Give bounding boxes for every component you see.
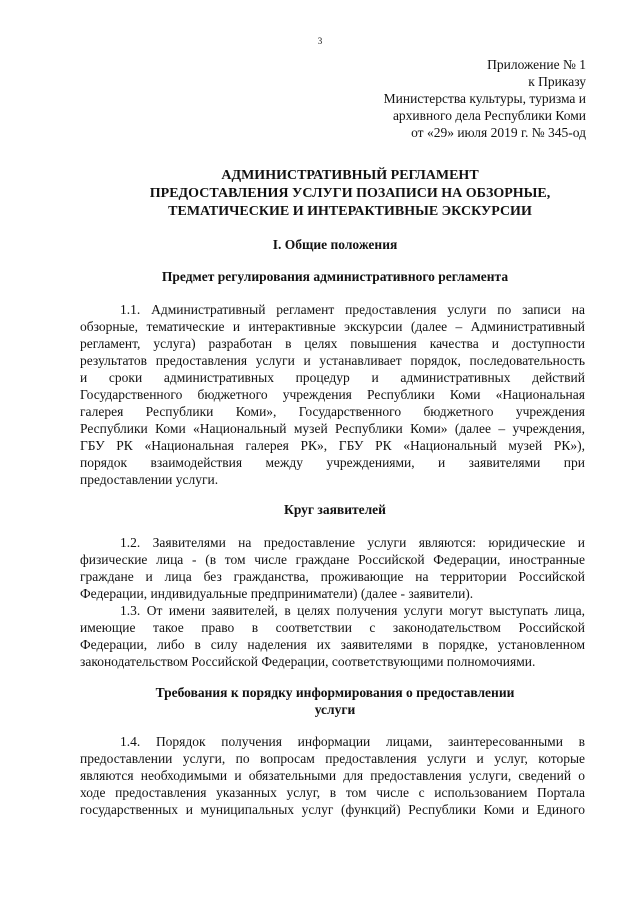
text-line: законодательством Российской Федерации, соответствующими полномочиями. (80, 654, 536, 669)
text-line: 1.2. Заявителями на предоставление услуги являются: юридические и (120, 535, 585, 550)
text-line: ГБУ РК «Национальная галерея РК», ГБУ РК «Национальный музей РК»), (80, 438, 585, 453)
text-line: обзорные, тематические и интерактивные экскурсии (далее – Административный (80, 319, 585, 334)
page-number: 3 (317, 36, 323, 46)
text-line: Федерации, либо в силу наделения их заявителями в порядке, установленном (80, 637, 585, 652)
annex-block (384, 56, 586, 141)
title-line: ПРЕДОСТАВЛЕНИЯ УСЛУГИ ПОЗАПИСИ НА ОБЗОРНЫЕ, (149, 186, 551, 201)
text-line: 1.4. Порядок получения информации лицами, заинтересованными в (120, 734, 585, 749)
text-line: 1.1. Административный регламент предоставления услуги по записи на (120, 302, 585, 317)
text-line: Республики Коми «Национальный музей Республики Коми» (далее – учреждения, (80, 421, 585, 436)
info-heading-line: Требования к порядку информирования о предоставлении (155, 685, 515, 700)
text-line: имеющие такое право в соответствии с законодательством Российской (80, 620, 585, 635)
text-line: Федерации, индивидуальные предприниматели) (далее - заявители). (80, 586, 474, 601)
text-line: результатов предоставления услуги и устанавливает порядок, последовательность (80, 353, 585, 368)
paragraph-1-4 (80, 733, 585, 818)
text-line: государственных и муниципальных услуг (функций) Республики Коми и Единого (80, 802, 585, 817)
annex-line: Приложение № 1 (487, 57, 586, 72)
subject-heading: Предмет регулирования административного регламента (161, 269, 509, 284)
text-line: регламент, услуга) разработан в целях повышения качества и доступности (80, 336, 585, 351)
applicants-heading: Круг заявителей (284, 502, 386, 517)
text-line: галерея Республики Коми», Государственного бюджетного учреждения (80, 404, 585, 419)
text-line: граждане и лица без гражданства, проживающие на территории Российской (80, 569, 585, 584)
text-line: Государственного бюджетного учреждения Республики Коми «Национальная (80, 387, 585, 402)
text-line: физические лица - (в том числе граждане Российской Федерации, иностранные (80, 552, 585, 567)
annex-line: архивного дела Республики Коми (392, 108, 586, 123)
annex-line: от «29» июля 2019 г. № 345-од (411, 125, 586, 140)
document-title (100, 167, 600, 221)
info-heading-line: услуги (314, 702, 356, 717)
paragraph-1-1 (80, 301, 585, 488)
paragraph-1-2 (80, 534, 585, 602)
text-line: 1.3. От имени заявителей, в целях получения услуги могут выступать лица, (120, 603, 585, 618)
text-line: и сроки административных процедур и административных действий (80, 370, 585, 385)
text-line: предоставлении услуги, по вопросам предоставления услуги и услуг, которые (80, 751, 585, 766)
text-line: предоставлении услуги. (80, 472, 219, 487)
title-line: АДМИНИСТРАТИВНЫЙ РЕГЛАМЕНТ (221, 168, 479, 183)
section-heading: I. Общие положения (272, 237, 398, 252)
annex-line: к Приказу (528, 74, 586, 89)
title-line: ТЕМАТИЧЕСКИЕ И ИНТЕРАКТИВНЫЕ ЭКСКУРСИИ (168, 204, 532, 219)
annex-line: Министерства культуры, туризма и (383, 91, 586, 106)
text-line: являются необходимыми и обязательными для предоставления услуги, сведений о (80, 768, 585, 783)
text-line: ходе предоставления указанных услуг, в том числе с использованием Портала (80, 785, 585, 800)
text-line: порядок взаимодействия между учреждениями, и заявителями при (80, 455, 585, 470)
info-heading (80, 684, 590, 718)
paragraph-1-3 (80, 602, 585, 670)
